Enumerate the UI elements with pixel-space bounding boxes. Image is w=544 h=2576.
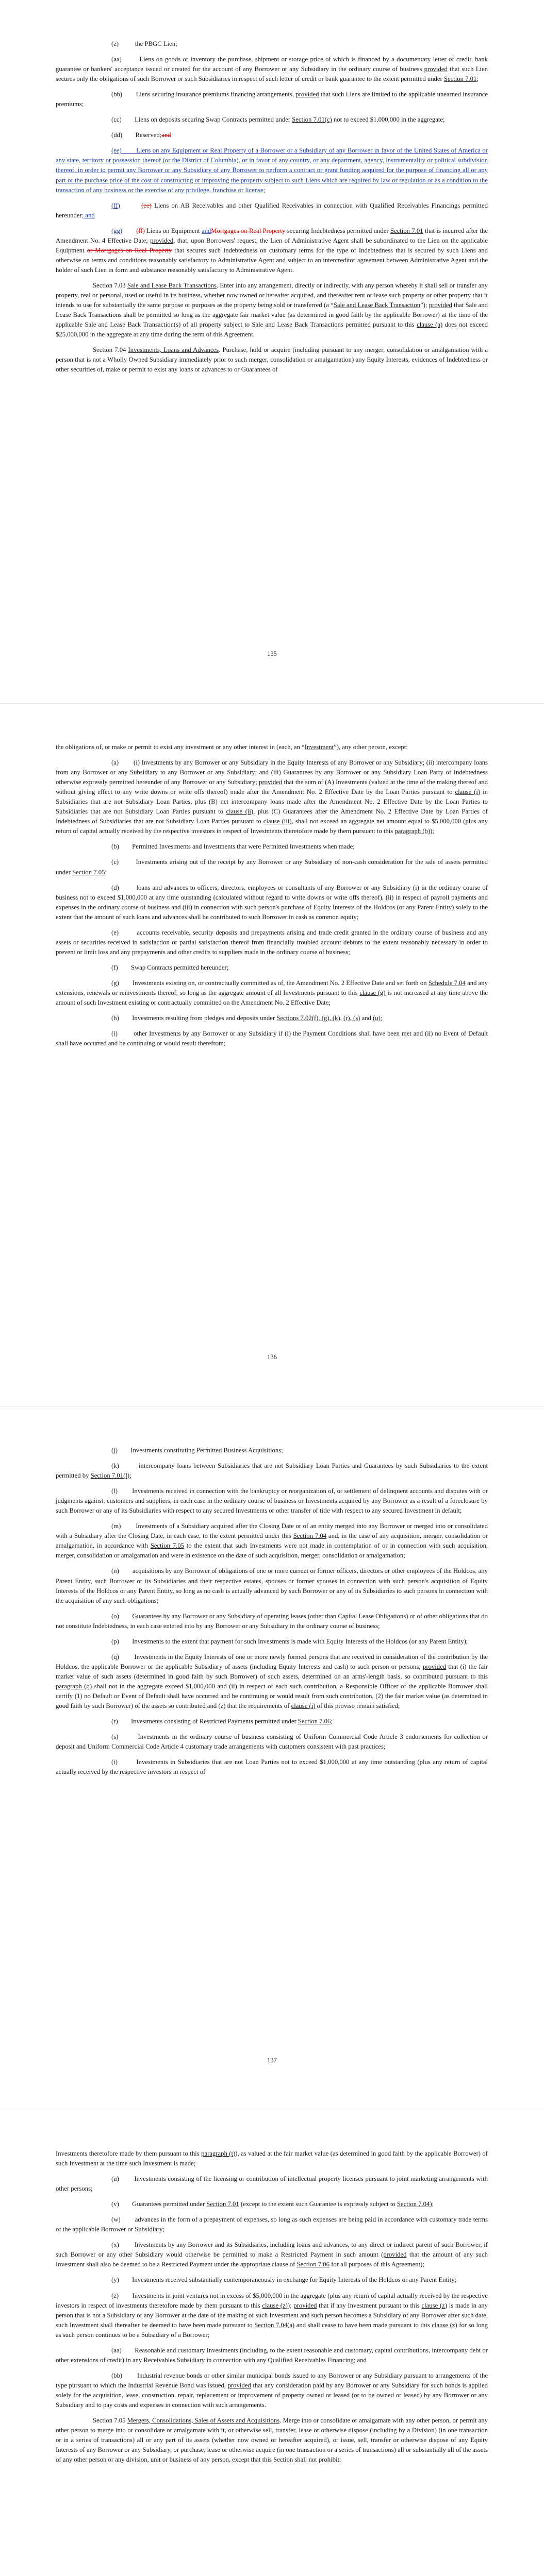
text-run: (t) Investments in Subsidiaries that are not Loan Parties not to exceed $1,000,000 at any time outstanding (plus any return of capital actually received by the respective investors in respect of	[56, 1758, 488, 1776]
text-run: that is incurred after the Amendment No. 4 Effective Date;	[56, 227, 488, 244]
clause-paragraph	[56, 115, 488, 125]
text-run: the PBGC Lien;	[119, 40, 177, 47]
text-run: Section 7.04	[93, 346, 128, 354]
cross-reference-text: provided	[293, 2301, 317, 2309]
text-run: (q) Investments in the Equity Interests of one or more newly formed persons that are received in consideration of the contribution by the Holdcos, the applicable Borrower or the applicable Subsidiary of assets (including Equity Interests and cash) to such person or persons;	[56, 1653, 488, 1670]
text-run: (n) acquisitions by any Borrower of obligations of one or more current or former officers, directors or other employees of the Holdcos, any Parent Entity, such Borrower or its Subsidiaries and their respective estates, spouses or former spouses in connection with such person's acquisition of Equity Interests of the Holdcos or any Parent Entity, so long as no cash is actually advanced by such Borrower or any of its Subsidiaries to such persons in connection with the acquisition of any such obligations;	[56, 1567, 488, 1604]
clause-paragraph	[56, 1652, 488, 1711]
cross-reference-text: Sale and Lease Back Transaction	[333, 301, 421, 309]
text-run: to the extent that such Investments were not made in contemplation of or in connection with such acquisition, merger, consolidation or amalgamation and were in existence on the date of such acquisition, merger, consolidation or amalgamation;	[56, 1542, 488, 1560]
cross-reference-text: clause (z)	[432, 2321, 457, 2329]
text-run: (c) Investments arising out of the receipt by any Borrower or any Subsidiary of non-cash consideration for the sale of assets permitted under	[56, 858, 488, 876]
text-run: ;	[331, 1718, 333, 1725]
text-run: (j) Investments constituting Permitted Business Acquisitions;	[111, 1447, 283, 1454]
text-run: the obligations of, or make or permit to exist any investment or any other interest in (each, an “	[56, 743, 305, 751]
text-run: that such Lien secures only the obligations of such Borrower or such Subsidiaries in respect of such letter of credit or bank guarantee to the extent permitted under	[56, 65, 488, 83]
clause-paragraph	[56, 130, 488, 140]
text-run: that secures such Indebtedness on customary terms for the type of Indebtedness that is secured by such Liens and otherwise on terms and conditions reasonably satisfactory to Administrative Agent and subject to an intercreditor agreement between Administrative Agent and the holder of such Lien in form and substance reasonably satisfactory to Administrative Agent.	[56, 246, 488, 274]
text-run: is made in any person that is not a Subsidiary of any Borrower at the date of the making of such Investment and such person becomes a Subsidiary of any Borrower after such date, such Investment shall thereafter be deemed to have been made pursuant to	[56, 2301, 488, 2329]
text-run: ;	[129, 1472, 131, 1480]
text-run: that (i) the fair market value of such assets (determined in good faith by such Borrower) of such assets, determined on an arms'-length basis, so contributed pursuant to this	[56, 1663, 488, 1680]
clause-paragraph	[56, 1013, 488, 1023]
clause-paragraph	[56, 55, 488, 84]
cross-reference-text: (u)	[373, 1014, 381, 1022]
page-divider	[0, 1406, 544, 1407]
cross-reference-text: Sale and Lease Back Transactions	[127, 281, 217, 289]
page-number: 137	[267, 2057, 277, 2064]
text-run: (y) Investments received substantially contemporaneously in exchange for Equity Interests of the Holdcos or any Parent Entity;	[111, 2276, 457, 2284]
clause-paragraph	[56, 1717, 488, 1726]
clause-paragraph	[56, 2275, 488, 2285]
text-run: (r) Investments consisting of Restricted Payments permitted under	[111, 1718, 298, 1725]
text-run: (k) intercompany loans between Subsidiaries that are not Subsidiary Loan Parties and Guarantees by such Subsidiaries to the extent permitted by	[56, 1462, 488, 1480]
clause-paragraph	[56, 963, 488, 973]
page-number: 135	[267, 650, 277, 657]
cross-reference-text: Investments, Loans and Advances	[128, 346, 219, 354]
text-run: (bb) Liens securing insurance premiums financing arrangements,	[111, 91, 296, 98]
inserted-text: ; and	[81, 211, 95, 219]
clause-paragraph	[56, 1732, 488, 1752]
clause-paragraph	[56, 1486, 488, 1516]
clause-paragraph	[56, 1029, 488, 1048]
clause-paragraph	[56, 883, 488, 922]
text-run: is not increased at any time above the amount of such Investment existing or contractually committed on the Amendment No. 2 Effective Date;	[56, 989, 488, 1007]
cross-reference-text: provided	[383, 2251, 407, 2259]
cross-reference-text: clause (a)	[417, 321, 443, 329]
clause-paragraph	[56, 2174, 488, 2194]
deleted-text: and	[161, 131, 171, 139]
text-run: (bb) Industrial revenue bonds or other similar municipal bonds issued to any Borrower or any Subsidiary pursuant to arrangements of the type pursuant to which the Industrial Revenue Bond was issued,	[56, 2371, 488, 2389]
cross-reference-text: Section 7.06	[296, 2261, 329, 2268]
text-run: (d) loans and advances to officers, directors, employees or consultants of any Borrower or any Subsidiary (i) in the ordinary course of business not to exceed $1,000,000 at any time outstanding (calculated without regard to write downs or write offs thereof), (ii) in respect of payroll payments and expenses in the ordinary course of business and (iii) in connection with such person's purchase of Equity Interests of the Holdcos (or any Parent Entity) solely to the extent that the amount of such loans and advances shall be contributed to such Borrower in cash as common equity;	[56, 884, 488, 921]
text-run: (l) Investments received in connection with the bankruptcy or reorganization of, or settlement of delinquent accounts and disputes with or judgments against, customers and suppliers, in each case in the ordinary course of business or Investments acquired by any Borrower as a result of a foreclosure by such Borrower or any of its Subsidiaries with respect to any secured Investments or other transfer of title with respect to any secured Investment in default;	[56, 1487, 488, 1515]
cross-reference-text: Investment	[304, 743, 334, 751]
page-body	[56, 2149, 488, 2470]
text-run: , shall not exceed an aggregate net amount equal to $5,000,000 (plus any return of capital actually received by the respective investors in respect of Investments theretofore made by them pursuant to this	[56, 818, 488, 835]
text-run: );	[430, 2200, 434, 2208]
cross-reference-text: Section 7.04(a)	[254, 2321, 295, 2329]
text-run: ”);	[420, 301, 429, 309]
text-run: of this proviso remain satisfied;	[315, 1702, 400, 1710]
cross-reference-text: Section 7.04	[293, 1532, 327, 1540]
text-run: );	[430, 827, 434, 835]
clause-paragraph	[56, 978, 488, 1008]
cross-reference-text: provided	[227, 2381, 251, 2389]
text-run: (p) Investments to the extent that payment for such Investments is made with Equity Interests of the Holdcos (or any Parent Entity);	[111, 1637, 468, 1645]
text-run: that the sum of (A) Investments (valued at the time of the making thereof and without giving effect to any write downs or write offs thereof) made after the Amendment No. 2 Effective Date by the Loan Parties pursuant to	[56, 778, 488, 796]
text-run: does not exceed $25,000,000 in the aggregate at any time during the term of this Agreement.	[56, 321, 488, 338]
text-run: and any extensions, renewals or reinvestments thereof, so long as the aggregate amount of all Investments pursuant to this	[56, 979, 488, 996]
clause-paragraph	[56, 1521, 488, 1561]
cross-reference-text: clause (ii)	[226, 808, 254, 816]
text-run: (i) other Investments by any Borrower or any Subsidiary if (i) the Payment Conditions shall have been met and (ii) no Event of Default shall have occurred and be continuing or would result therefrom;	[56, 1030, 488, 1047]
section-paragraph	[56, 2416, 488, 2465]
text-run: that any consideration paid by any Borrower or any Subsidiary for such bonds is applied solely for the acquisition, lease, construction, repair, replacement or improvement of property owned or leased (or to be owned or leased) by any Borrower or any Subsidiary and to pay costs and expenses in connection with such arrangements.	[56, 2381, 488, 2409]
text-run: . Merge into or consolidate or amalgamate with any other person, or permit any other person to merge into or consolidate or amalgamate with it, or otherwise sell, transfer, lease or otherwise dispose (including by a Division) (in one transaction or in a series of transactions) all or any part of its assets (whether now owned or hereafter acquired), or issue, sell, transfer or otherwise dispose of any Equity Interests of any Borrower or any Subsidiary, or purchase, lease or otherwise acquire (in one transaction or a series of transactions) all or substantially all of the assets of any other person or any division, unit or business of any person, except that this Section shall not prohibit:	[56, 2417, 488, 2464]
clause-paragraph	[56, 2371, 488, 2410]
document-page	[0, 1406, 544, 2110]
cross-reference-text: provided	[424, 65, 448, 73]
text-run: (f) Swap Contracts permitted hereunder;	[111, 963, 229, 971]
text-run: );	[287, 2301, 294, 2309]
text-run: (cc) Liens on deposits securing Swap Contracts permitted under	[111, 116, 292, 124]
clause-paragraph	[56, 1446, 488, 1455]
cross-reference-text: clause (g)	[359, 989, 386, 996]
document-page	[0, 703, 544, 1406]
page-body	[56, 39, 488, 380]
text-run: (z)	[111, 40, 119, 47]
cross-reference-text: provided	[428, 301, 452, 309]
text-run: and shall cease to have been made pursuant to this	[294, 2321, 432, 2329]
text-run: (except to the extent such Guarantee is expressly subject to	[239, 2200, 397, 2208]
cross-reference-text: Section 7.01(l)	[90, 1472, 130, 1480]
text-run: that Sale and Lease Back Transactions shall be permitted so long as the aggregate fair market value (as determined in good faith by the applicable Borrower) at the time of the applicable Sale and Lease Back Transaction(s) of all property subject to Sale and Lease Back Transactions permitted pursuant to this	[56, 301, 488, 329]
clause-paragraph	[56, 842, 488, 852]
cross-reference-text: Sections 7.02(f), (g), (k),	[276, 1014, 342, 1022]
clause-paragraph	[56, 90, 488, 109]
clause-paragraph	[56, 928, 488, 957]
text-run: (v) Guarantees permitted under	[111, 2200, 207, 2208]
text-run: and	[360, 1014, 373, 1022]
text-run: (m) Investments of a Subsidiary acquired after the Closing Date or of an entity merged into any Borrower or merged into or consolidated with a Subsidiary after the Closing Date, in each case, to the extent permitted under this	[56, 1522, 488, 1540]
cross-reference-text: Section 7.04	[397, 2200, 430, 2208]
cross-reference-text: paragraph (b)	[394, 827, 431, 835]
cross-reference-text: clause (i)	[291, 1702, 316, 1710]
clause-paragraph	[56, 1461, 488, 1481]
clause-paragraph	[56, 39, 488, 49]
text-run: ), as valued at the fair market value (as determined in good faith by the applicable Borrower) of such Investment at the time such Investment is made;	[56, 2150, 488, 2167]
text-run: (b) Permitted Investments and Investments that were Permitted Investments when made;	[111, 843, 355, 851]
text-run: ;	[380, 1014, 383, 1022]
text-run: securing Indebtedness permitted under	[285, 227, 390, 234]
clause-paragraph	[56, 2346, 488, 2365]
cross-reference-text: clause (iii)	[263, 818, 292, 825]
clause-paragraph	[56, 201, 488, 221]
text-run: Liens on AB Receivables and other Qualified Receivables in connection with Qualified Receivables Financings permitted hereunder	[56, 201, 488, 219]
clause-paragraph	[56, 226, 488, 275]
page-body	[56, 1446, 488, 1783]
page-body	[56, 742, 488, 1054]
cross-reference-text: Section 7.01	[390, 227, 423, 234]
text-run	[122, 227, 136, 234]
page-divider	[0, 703, 544, 704]
inserted-text: (ee) Liens on any Equipment or Real Property of a Borrower or a Subsidiary of any Borrower in favor of the United States of America or any state, territory or possession thereof (or the District of Columbia), or in favor of any country, or any department, agency, instrumentality or political subdivision thereof, in order to permit any Borrower or any Subsidiary of any Borrower to perform a contract or grant funding acquired for the purpose of financing all or any part of the purchase price of the cost of constructing or improving the property subject to such Liens which are required by law or regulation or as a condition to the transaction of any business or the exercise of any privilege, franchise or license;	[56, 147, 488, 194]
clause-paragraph	[56, 2149, 488, 2168]
text-run: and, in the case of any acquisition, merger, consolidation or amalgamation, in accordance with	[56, 1532, 488, 1550]
section-paragraph	[56, 345, 488, 375]
clause-paragraph	[56, 1566, 488, 1605]
cross-reference-text: Section 7.05	[72, 868, 105, 876]
cross-reference-text: paragraph (q)	[56, 1682, 92, 1690]
clause-paragraph	[56, 758, 488, 836]
text-run: (e) accounts receivable, security deposits and prepayments arising and trade credit granted in the ordinary course of business and any assets or securities received in satisfaction or partial satisfaction thereof from financially troubled account debtors to the extent reasonably necessary in order to prevent or limit loss and any prepayments and other credits to suppliers made in the ordinary course of business;	[56, 928, 488, 956]
cross-reference-text: provided	[150, 236, 174, 244]
clause-paragraph	[56, 146, 488, 195]
cross-reference-text: Section 7.05	[150, 1542, 184, 1550]
text-run: , plus (C) Guarantees after the Amendment No. 2 Effective Date by Loan Parties of Indebtedness of Subsidiaries that are not Subsidiary Loan Parties pursuant to	[56, 808, 488, 825]
text-run: that if any Investment pursuant to this	[317, 2301, 422, 2309]
text-run: that such Liens are limited to the applicable unearned insurance premiums;	[56, 91, 488, 108]
text-run: . Enter into any arrangement, directly or indirectly, with any person whereby it shall sell or transfer any property, real or personal, used or useful in its business, whether now owned or hereafter acquired, and thereafter rent or lease such property or other property that it intends to use for substantially the same purpose or purposes as the property being sold or transferred (a “	[56, 281, 488, 309]
text-run: not to exceed $1,000,000 in the aggregate;	[332, 116, 445, 124]
text-run: (o) Guarantees by any Borrower or any Subsidiary of operating leases (other than Capital Lease Obligations) or of other obligations that do not constitute Indebtedness, in each case entered into by any Borrower or any Subsidiary in the ordinary course of business;	[56, 1612, 488, 1630]
text-run: . Purchase, hold or acquire (including pursuant to any merger, consolidation or amalgamation with a person that is not a Wholly Owned Subsidiary immediately prior to such merger, consolidation or amalgamation) any Equity Interests, evidences of Indebtedness or other securities of, make or permit to exist any loans or advances to or Guarantees of	[56, 346, 488, 374]
text-run: Investments theretofore made by them pursuant to this	[56, 2150, 202, 2157]
cross-reference-text: Mergers, Consolidations, Sales of Assets and Acquisitions	[127, 2417, 280, 2425]
cross-reference-text: clause (z)	[421, 2301, 447, 2309]
cross-reference-text: provided	[295, 91, 319, 98]
text-run: Section 7.03	[93, 281, 127, 289]
text-run: Section 7.05	[93, 2417, 127, 2425]
clause-paragraph	[56, 1637, 488, 1647]
text-run: (aa) Liens on goods or inventory the purchase, shipment or storage price of which is financed by a documentary letter of credit, bank guarantee or bankers' acceptance issued or created for the account of any Borrower or any Subsidiary in the ordinary course of business	[56, 56, 488, 73]
cross-reference-text: Section 7.06	[298, 1718, 331, 1725]
document-page	[0, 0, 544, 703]
cross-reference-text: clause (z)	[262, 2301, 288, 2309]
clause-paragraph	[56, 857, 488, 877]
text-run: for so long as such person continues to be a Subsidiary of a Borrower;	[56, 2321, 488, 2338]
text-run: (a) (i) Investments by any Borrower or any Subsidiary in the Equity Interests of any Borrower or any Subsidiary; (ii) intercompany loans from any Borrower or any Subsidiary to any Borrower or any Subsidiary; and (iii) Guarantees by any Borrower or any Subsidiary Loan Party of Indebtedness otherwise expressly permitted hereunder of any Borrower or any Subsidiary;	[56, 759, 488, 786]
clause-paragraph	[56, 1612, 488, 1631]
text-run: (x) Investments by any Borrower and its Subsidiaries, including loans and advances, to any direct or indirect parent of such Borrower, if such Borrower or any other Subsidiary would otherwise be permitted to make a Restricted Payment in such amount (	[56, 2241, 488, 2259]
clause-paragraph	[56, 2291, 488, 2340]
inserted-text: (gg)	[111, 227, 123, 234]
text-run: , that, upon Borrowers' request, the Lien of Administrative Agent shall be subordinated to the Lien on the applicable Equipment	[56, 236, 488, 254]
document-page	[0, 2110, 544, 2576]
text-run: (dd) Reserved;	[111, 131, 162, 139]
text-run: (z) Investments in joint ventures not in excess of $5,000,000 in the aggregate (plus any return of capital actually received by the respective investors in respect of investments theretofore made by them pursuant to this	[56, 2292, 488, 2309]
text-run: shall not in the aggregate exceed $1,000,000 and (ii) in respect of each such contribution, a Responsible Officer of the applicable Borrower shall certify (1) no Default or Event of Default shall have occurred and be continuing or would result from such contribution, (2) the fair market value (as determined in good faith by such Borrower) of the assets so contributed and (z) that the requirements of	[56, 1682, 488, 1710]
text-run: (h) Investments resulting from pledges and deposits under	[111, 1014, 277, 1022]
clause-paragraph	[56, 2199, 488, 2209]
text-run	[120, 202, 142, 209]
text-run: Liens on Equipment	[144, 227, 202, 234]
inserted-text: (ff)	[111, 201, 120, 209]
clause-paragraph	[56, 2215, 488, 2234]
cross-reference-text: provided	[259, 778, 283, 786]
cross-reference-text: Schedule 7.04	[428, 979, 466, 987]
text-run: (w) advances in the form of a prepayment of expenses, so long as such expenses are being paid in accordance with customary trade terms of the applicable Borrower or Subsidiary;	[56, 2216, 488, 2233]
text-run: ;	[476, 75, 479, 83]
section-paragraph	[56, 281, 488, 340]
deleted-text: (ee)	[141, 201, 152, 209]
clause-paragraph	[56, 2240, 488, 2269]
text-run: (s) Investments in the ordinary course of business consisting of Uniform Commercial Code Article 3 endorsements for collection or deposit and Uniform Commercial Code Article 4 customary trade arrangements with customers consistent with past practices;	[56, 1733, 488, 1751]
cross-reference-text: (r), (s)	[343, 1014, 360, 1022]
text-run: ”), any other person, except:	[334, 743, 408, 751]
deleted-text: Mortgages on Real Property	[211, 227, 286, 234]
cross-reference-text: clause (i)	[455, 788, 481, 796]
text-run: (aa) Reasonable and customary Investments (including, to the extent reasonable and customary, capital contributions, intercompany debt or other extensions of credit) in any Receivables Subsidiary in connection with any Qualified Receivables Financing; and	[56, 2346, 488, 2364]
text-run: (g) Investments existing on, or contractually committed as of, the Amendment No. 2 Effective Date and set forth on	[111, 979, 428, 987]
inserted-text: and	[201, 227, 211, 234]
cross-reference-text: Section 7.01(c)	[292, 116, 332, 124]
deleted-text: or Mortgages on Real Property	[87, 246, 172, 254]
text-run: for all purposes of this Agreement);	[329, 2261, 424, 2268]
deleted-text: (ff)	[136, 227, 145, 234]
text-run: that the amount of any such Investment shall also be deemed to be a Restricted Payment under the appropriate clause of	[56, 2251, 488, 2268]
cross-reference-text: Section 7.01	[443, 75, 477, 83]
page-number: 136	[267, 1353, 277, 1361]
clause-paragraph	[56, 742, 488, 752]
text-run: (u) Investments consisting of the licensing or contribution of intellectual property licenses pursuant to joint marketing arrangements with other persons;	[56, 2175, 488, 2193]
text-run: in Subsidiaries that are not Subsidiary Loan Parties, plus (B) net intercompany loans made after the Amendment No. 2 Effective Date by the Loan Parties to Subsidiaries that are not Subsidiary Loan Parties pursuant to	[56, 788, 488, 816]
cross-reference-text: provided	[423, 1663, 447, 1670]
clause-paragraph	[56, 1757, 488, 1777]
cross-reference-text: Section 7.01	[206, 2200, 239, 2208]
text-run: ;	[105, 868, 107, 876]
cross-reference-text: paragraph (t)	[201, 2150, 236, 2157]
